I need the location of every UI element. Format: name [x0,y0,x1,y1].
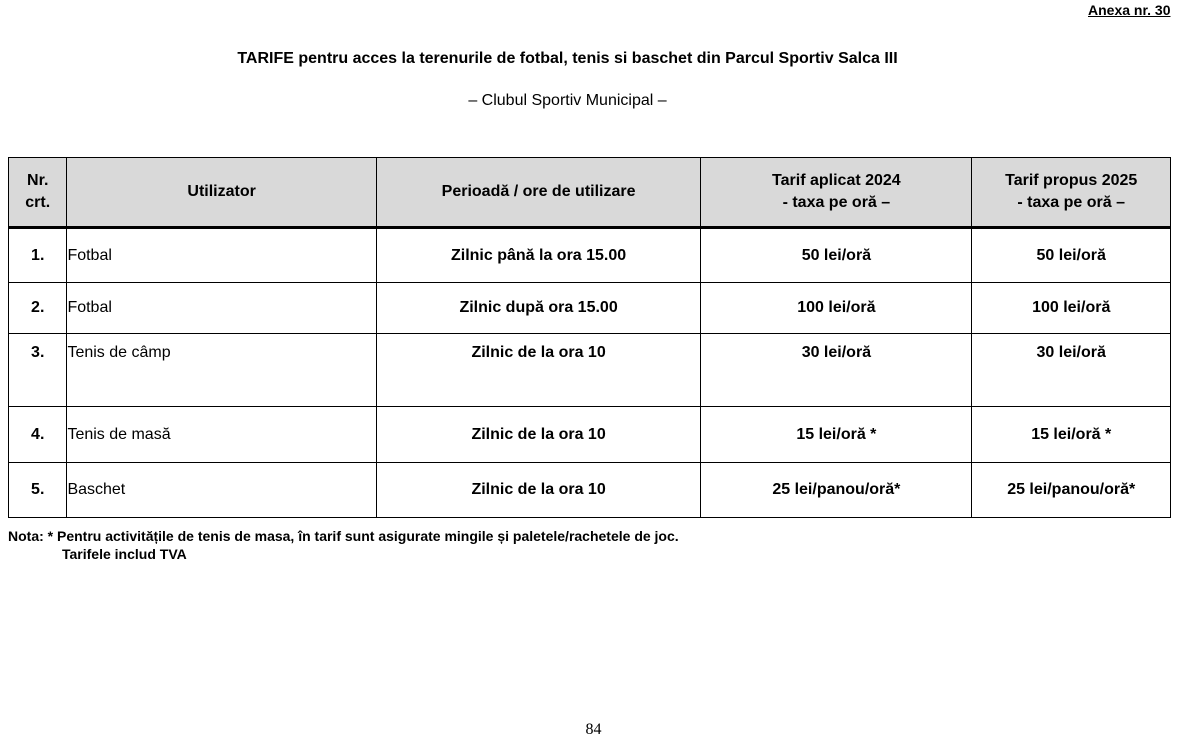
header-nr-line1: Nr. [27,172,49,189]
page-number: 84 [585,721,602,738]
header-nr-line2: crt. [25,194,51,211]
row-tariff-2024: 100 lei/oră [701,283,972,334]
row-tariff-2025: 100 lei/oră [972,283,1171,334]
row-period: Zilnic de la ora 10 [376,463,701,518]
tariff-table [8,157,1171,518]
row-tariff-2024: 30 lei/oră [701,334,972,407]
row-tariff-2025: 30 lei/oră [972,334,1171,407]
row-tariff-2024: 25 lei/panou/oră* [701,463,972,518]
row-user: Fotbal [67,228,376,283]
row-period: Zilnic de la ora 10 [376,407,701,463]
title-bold-word: TARIFE [237,50,294,67]
header-tariff-2025-line2: - taxa pe oră – [1017,194,1126,211]
header-nr [9,158,67,228]
header-tariff-2024 [701,158,972,228]
footnote-line2: Tarifele includ TVA [62,546,187,562]
title-rest: pentru acces la terenurile de fotbal, tenis si baschet din Parcul Sportiv Salca III [293,50,898,67]
row-nr: 3. [9,334,67,407]
footnote-line1: * Pentru activitățile de tenis de masa, în tarif sunt asigurate mingile și paletele/rachetele de joc. [47,528,679,544]
row-tariff-2025: 15 lei/oră * [972,407,1171,463]
table-row [9,228,1171,283]
row-period: Zilnic până la ora 15.00 [376,228,701,283]
row-tariff-2024: 15 lei/oră * [701,407,972,463]
table-row [9,407,1171,463]
document-title [0,50,1135,68]
row-user: Tenis de câmp [67,334,376,407]
header-tariff-2024-line1: Tarif aplicat 2024 [772,172,901,189]
table-header-row [9,158,1171,228]
header-period: Perioadă / ore de utilizare [376,158,701,228]
table-row [9,463,1171,518]
row-user: Tenis de masă [67,407,376,463]
row-user: Baschet [67,463,376,518]
row-user: Fotbal [67,283,376,334]
row-tariff-2025: 50 lei/oră [972,228,1171,283]
document-subtitle: – Clubul Sportiv Municipal – [468,92,667,109]
row-nr: 4. [9,407,67,463]
row-nr: 1. [9,228,67,283]
row-period: Zilnic de la ora 10 [376,334,701,407]
header-tariff-2024-line2: - taxa pe oră – [782,194,891,211]
row-period: Zilnic după ora 15.00 [376,283,701,334]
table-row [9,283,1171,334]
row-tariff-2025: 25 lei/panou/oră* [972,463,1171,518]
footnote [8,527,679,563]
header-user: Utilizator [67,158,376,228]
footnote-label: Nota: [8,528,48,544]
table-row [9,334,1171,407]
row-nr: 5. [9,463,67,518]
header-tariff-2025 [972,158,1171,228]
row-nr: 2. [9,283,67,334]
row-tariff-2024: 50 lei/oră [701,228,972,283]
annex-label: Anexa nr. 30 [1088,2,1171,18]
header-tariff-2025-line1: Tarif propus 2025 [1005,172,1138,189]
